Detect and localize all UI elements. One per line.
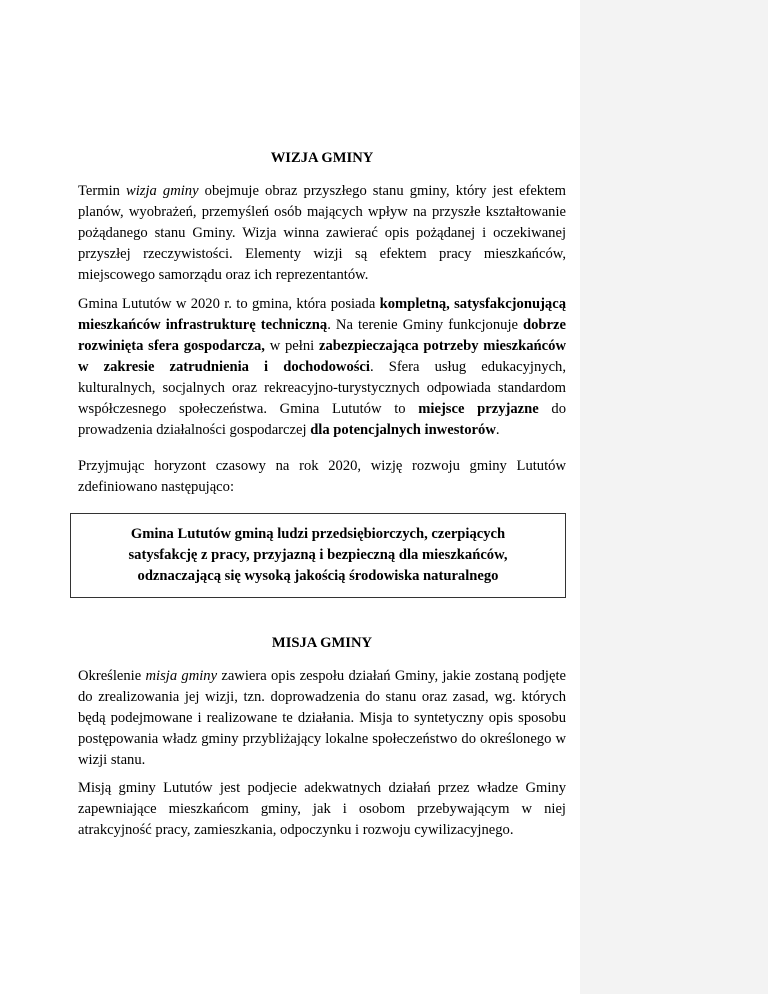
bold-run: miejsce przyjazne bbox=[418, 401, 539, 417]
bold-run: dobrze rozwinięta sfera gospodarcza, bbox=[78, 317, 566, 354]
mission-paragraph-2: Misją gminy Lututów jest podjecie adekwatnych działań przez władze Gminy zapewniające mieszkańcom gminy, jak i osobom przebywającym w niej atrakcyjność pracy, zamieszkania, odpoczynku i rozwoju cywilizacyjnego. bbox=[78, 780, 566, 838]
vision-paragraph-3: Przyjmując horyzont czasowy na rok 2020, wizję rozwoju gminy Lututów zdefiniowano następująco: bbox=[78, 458, 566, 495]
text-run: Termin bbox=[78, 183, 127, 199]
text-run: . bbox=[495, 422, 500, 438]
text-run: Określenie bbox=[78, 668, 146, 684]
bold-run: kompletną, satysfakcjonującą mieszkańców infrastrukturę techniczną bbox=[78, 296, 566, 333]
text-run: . Na terenie Gminy funkcjonuje bbox=[327, 317, 524, 333]
comment-pane bbox=[580, 0, 768, 994]
text-run: zawiera opis zespołu działań Gminy, jakie zostaną podjęte do zrealizowania jej wizji, tzn. doprowadzenia do stanu oraz zasad, wg. których będą podejmowane i realizowane te działania. Misja to syntetyczny opis sposobu postępowania władz gminy przybliżający lokalne społeczeństwo do określonego w wizji stanu. bbox=[78, 668, 566, 768]
vision-heading: WIZJA GMINY bbox=[270, 150, 374, 166]
vision-statement: Gmina Lututów gminą ludzi przedsiębiorczych, czerpiących satysfakcję z pracy, przyjazną i bezpieczną dla mieszkańców, odznaczającą się wysoką jakością środowiska naturalnego bbox=[128, 526, 508, 584]
mission-heading: MISJA GMINY bbox=[271, 635, 373, 651]
text-run: . Sfera usług edukacyjnych, kulturalnych, socjalnych oraz rekreacyjno-turystycznych odpowiada standardom współczesnego społeczeństwa. Gmina Lututów to bbox=[78, 359, 566, 417]
text-run: do prowadzenia działalności gospodarczej bbox=[78, 401, 566, 438]
italic-term: wizja gminy bbox=[126, 183, 199, 199]
text-run: w pełni bbox=[264, 338, 319, 354]
vision-paragraph-2 bbox=[78, 294, 566, 441]
vision-paragraph-1 bbox=[78, 181, 566, 286]
vision-statement-box bbox=[70, 513, 566, 598]
mission-paragraph-1 bbox=[78, 666, 566, 771]
text-run: obejmuje obraz przyszłego stanu gminy, który jest efektem planów, wyobrażeń, przemyśleń osób mających wpływ na przyszłe kształtowanie pożądanego stanu Gminy. Wizja winna zawierać opis pożądanej i oczekiwanej przyszłej rzeczywistości. Elementy wizji są efektem pracy mieszkańców, miejscowego samorządu oraz ich reprezentantów. bbox=[78, 183, 566, 283]
bold-run: zabezpieczająca potrzeby mieszkańców w zakresie zatrudnienia i dochodowości bbox=[78, 338, 566, 375]
bold-run: dla potencjalnych inwestorów bbox=[310, 422, 496, 438]
italic-term: misja gminy bbox=[145, 668, 218, 684]
text-run: Gmina Lututów w 2020 r. to gmina, która posiada bbox=[78, 296, 380, 312]
